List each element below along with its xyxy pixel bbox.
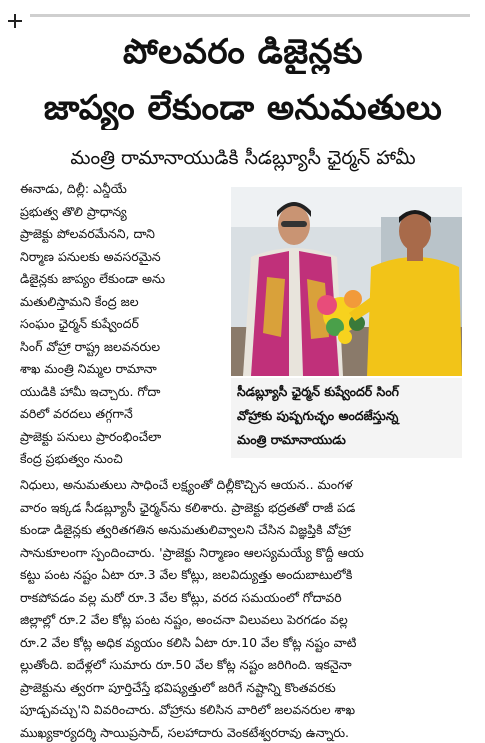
news-photo	[231, 187, 462, 376]
article-line: ముఖ్యకార్యదర్శి సాయిప్రసాద్, సలహాదారు వెంకటేశ్వరరావు ఉన్నారు.	[20, 724, 350, 740]
headline-line-2: జాప్యం లేకుండా అనుమతులు	[43, 88, 443, 128]
article-line: కుండా డిజైన్లకు త్వరితగతిన అనుమతులివ్వాలని చేసిన విజ్ఞప్తికి వోహ్రా	[20, 522, 351, 537]
article-line: నిర్మాణ పనులకు అవసరమైన	[20, 248, 161, 264]
headline-line-1: పోలవరం డిజైన్లకు	[122, 32, 364, 72]
article-line: జిల్లాల్లో రూ.2 వేల కోట్ల పంట నష్టం, అంచనా విలువలు పెరగడం వల్ల	[20, 612, 348, 627]
article-line: వరిలో వరదలు తగ్గగానే	[20, 406, 133, 421]
article-line: రూ.2 వేల కోట్ల అధిక వ్యయం కలిసి ఏటా రూ.10 వేల కోట్ల నష్టం వాటి	[20, 634, 357, 650]
article-full-column	[20, 474, 466, 743]
subheadline: మంత్రి రామానాయుడికి సీడబ్ల్యూసీ ఛైర్మన్ హామీ	[70, 147, 416, 169]
caption-line: మంత్రి రామానాయుడు	[237, 432, 346, 447]
article-line: కట్టు పంట నష్టం ఏటా రూ.3 వేల కోట్లు, జలవిద్యుత్తు అందుబాటులోకి	[20, 567, 353, 582]
article-line: సంఘం ఛైర్మన్ కుష్వేందర్	[20, 316, 139, 331]
article-line: ప్రభుత్వ తొలి ప్రాధాన్య	[20, 203, 127, 219]
photo-caption	[231, 378, 462, 458]
article-line: సానుకూలంగా స్పందించారు. 'ప్రాజెక్టు నిర్మాణం ఆలస్యమయ్యే కొద్దీ ఆయ	[20, 544, 364, 560]
caption-line: సీడబ్ల్యూసీ ఛైర్మన్ కుష్వేందర్ సింగ్	[237, 384, 399, 399]
plus-icon[interactable]	[8, 14, 22, 28]
article-left-column	[20, 178, 222, 471]
article-line: ఈనాడు, దిల్లీ: ఎన్డీయే	[20, 181, 127, 196]
article-line: సింగ్ వోహ్రా రాష్ట్ర జలవనరుల	[20, 338, 161, 354]
article-line: కేంద్ర ప్రభుత్వం నుంచి	[20, 451, 123, 466]
article-line: ప్రాజెక్టు పనులు ప్రారంభించేలా	[20, 428, 162, 444]
photo-illustration	[231, 187, 462, 376]
article-line: మతులిస్తామని కేంద్ర జల	[20, 293, 139, 309]
article-line: పూడ్చవచ్చు'ని వివరించారు. వోహ్రాను కలిసిన వారిలో జలవనరుల శాఖ	[20, 702, 356, 717]
article-line: రాకపోవడం వల్ల మరో రూ.3 వేల కోట్లు, వరద సమయంలో గోదావరి	[20, 589, 342, 605]
top-divider	[30, 14, 470, 17]
article-line: శాఖ మంత్రి నిమ్మల రామానా	[20, 361, 157, 376]
article-line: ప్రాజెక్టు పోలవరమేనని, దాని	[20, 226, 155, 241]
article-line: ల్లుతోంది. ఐదేళ్లలో సుమారు రూ.50 వేల కోట్ల నష్టం జరిగింది. ఇకనైనా	[20, 657, 352, 672]
article-line: డిజైన్లకు జాప్యం లేకుండా అను	[20, 271, 166, 286]
article-line: యుడికి హామీ ఇచ్చారు. గోదా	[20, 383, 161, 399]
article-line: నిధులు, అనుమతులు సాధించే లక్ష్యంతో దిల్లీకొచ్చిన ఆయన.. మంగళ	[20, 477, 353, 492]
article-line: వారం ఇక్కడ సీడబ్ల్యూసీ ఛైర్మన్‌ను కలిశారు. ప్రాజెక్టు భద్రతతో రాజీ పడ	[20, 499, 356, 515]
article-line: ప్రాజెక్టును త్వరగా పూర్తిచేస్తే భవిష్యత్తులో జరిగే నష్టాన్ని కొంతవరకు	[20, 679, 336, 695]
caption-line: వోహ్రాకు పుష్పగుచ్ఛం అందజేస్తున్న	[237, 408, 399, 423]
